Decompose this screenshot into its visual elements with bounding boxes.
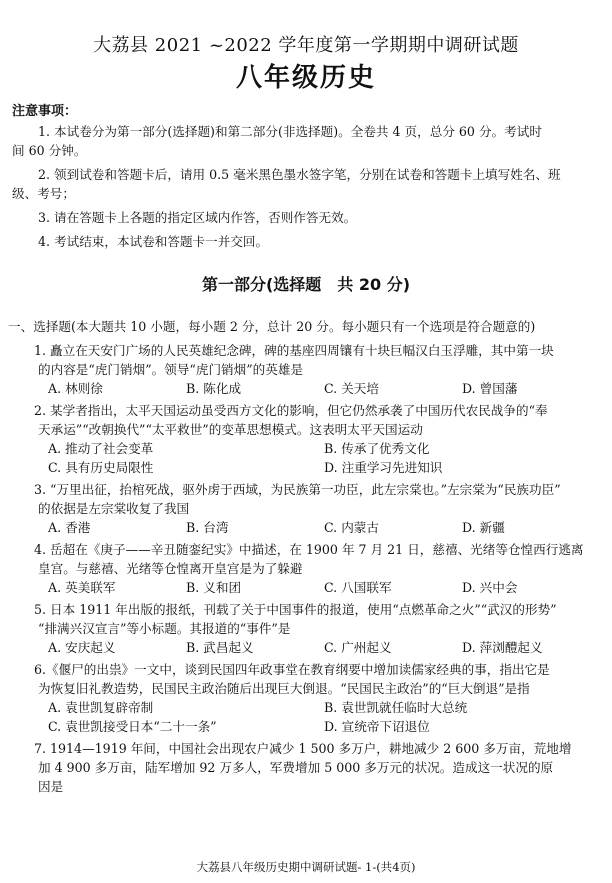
question-7 [8, 739, 600, 796]
options-row [8, 518, 600, 537]
option-d[interactable]: D. 曾国藩 [462, 381, 518, 396]
question-stem: 天承运”“改朝换代”“太平救世”的变革思想模式。这表明太平天国运动 [38, 422, 423, 437]
question-stem: 6.《偃尸的出祟》一文中，谈到民国四年政事堂在教育纲要中增加读儒家经典的事，指出它是 [34, 662, 550, 677]
question-2 [8, 401, 600, 477]
option-a[interactable]: A. 袁世凯复辟帝制 [48, 700, 154, 715]
notice-line: 1. 本试卷分为第一部分(选择题)和第二部分(非选择题)。全卷共 4 页，总分 60 分。考试时 [38, 124, 542, 139]
question-stem: 的内容是“虎门销烟”。领导“虎门销烟”的英雄是 [38, 362, 304, 377]
option-a[interactable]: A. 推动了社会变革 [48, 441, 154, 456]
question-stem: 5. 日本 1911 年出版的报纸，刊载了关于中国事件的报道，使用“点燃革命之火”“武汉的形势” [34, 602, 557, 617]
question-stem: “排满兴汉宣言”等小标题。其报道的“事件”是 [38, 621, 291, 636]
notice-line: 4. 考试结束，本试卷和答题卡一并交回。 [38, 234, 269, 249]
options-row [8, 379, 600, 398]
option-c[interactable]: C. 广州起义 [324, 640, 392, 655]
option-a[interactable]: A. 香港 [48, 520, 91, 535]
question-stem: 为恢复旧礼教造势，民国民主政治随后出现巨大倒退。“民国民主政治”的“巨大倒退”是指 [38, 681, 530, 696]
option-b[interactable]: B. 袁世凯就任临时大总统 [324, 700, 468, 715]
option-c[interactable]: C. 内蒙古 [324, 520, 379, 535]
question-stem: 7. 1914—1919 年间，中国社会出现农户减少 1 500 多万户，耕地减少 2 600 多万亩，荒地增 [34, 741, 572, 756]
options-row [8, 439, 600, 458]
question-stem: 因是 [38, 779, 64, 794]
option-b[interactable]: B. 陈化成 [186, 381, 242, 396]
option-d[interactable]: D. 兴中会 [462, 580, 518, 595]
option-b[interactable]: B. 传承了优秀文化 [324, 441, 430, 456]
options-row [8, 458, 600, 477]
option-c[interactable]: C. 具有历史局限性 [48, 460, 154, 475]
question-stem: 1. 矗立在天安门广场的人民英雄纪念碑，碑的基座四周镶有十块巨幅汉白玉浮雕，其中第一块 [34, 343, 554, 358]
notice-line: 3. 请在答题卡上各题的指定区域内作答，否则作答无效。 [38, 210, 357, 225]
options-row [8, 638, 600, 657]
option-b[interactable]: B. 台湾 [186, 520, 229, 535]
option-c[interactable]: C. 关天培 [324, 381, 379, 396]
option-c[interactable]: C. 袁世凯接受日本“二十一条” [48, 719, 217, 734]
question-stem: 4. 岳超在《庚子——辛丑随銮纪实》中描述，在 1900 年 7 月 21 日，慈禧、光绪等仓惶西行逃离 [34, 542, 584, 557]
option-d[interactable]: D. 注重学习先进知识 [324, 460, 443, 475]
option-a[interactable]: A. 安庆起义 [48, 640, 116, 655]
page-footer: 大荔县八年级历史期中调研试题- 1-(共4页) [196, 860, 416, 874]
option-a[interactable]: A. 英美联军 [48, 580, 116, 595]
options-row [8, 578, 600, 597]
question-stem: 加 4 900 多万亩，陆军增加 92 万多人，军费增加 5 000 多万元的状况。造成这一状况的原 [38, 760, 554, 775]
section-title: 第一部分(选择题 共 20 分) [201, 275, 411, 294]
question-stem: 的依据是左宗棠收复了我国 [38, 501, 190, 516]
option-c[interactable]: C. 八国联军 [324, 580, 392, 595]
option-d[interactable]: D. 萍浏醴起义 [462, 640, 543, 655]
subject-title: 八年级历史 [235, 63, 376, 93]
option-b[interactable]: B. 义和团 [186, 580, 242, 595]
question-list [8, 317, 600, 796]
option-b[interactable]: B. 武昌起义 [186, 640, 254, 655]
options-row [8, 717, 600, 736]
question-stem: 3. “万里出征，抬棺死战，驱外虏于西域，为民族第一功臣，此左宗棠也。”左宗棠为“民族功臣” [34, 482, 561, 497]
question-5 [8, 600, 600, 657]
notice-heading: 注意事项： [12, 104, 78, 119]
notice-line: 2. 领到试卷和答题卡后，请用 0.5 毫米黑色墨水签字笔，分别在试卷和答题卡上填写姓名、班 [38, 167, 561, 182]
exam-title: 大荔县 2021 ~2022 学年度第一学期期中调研试题 [93, 35, 519, 56]
question-stem: 皇宫。与慈禧、光绪等仓惶离开皇宫是为了躲避 [38, 561, 303, 576]
question-1 [8, 341, 600, 398]
question-6 [8, 660, 600, 736]
options-row [8, 698, 600, 717]
option-d[interactable]: D. 宣统帝下诏退位 [324, 719, 430, 734]
question-3 [8, 480, 600, 537]
question-4 [8, 540, 600, 597]
notice-list [12, 122, 604, 251]
option-d[interactable]: D. 新疆 [462, 520, 505, 535]
notice-line: 级、考号； [12, 186, 75, 201]
question-stem: 2. 某学者指出，太平天国运动虽受西方文化的影响，但它仍然承袭了中国历代农民战争的“奉 [34, 403, 548, 418]
section-instruction: 一、选择题(本大题共 10 小题，每小题 2 分，总计 20 分。每小题只有一个选项是符合题意的) [8, 319, 536, 334]
notice-line: 间 60 分钟。 [12, 143, 87, 158]
option-a[interactable]: A. 林则徐 [48, 381, 103, 396]
